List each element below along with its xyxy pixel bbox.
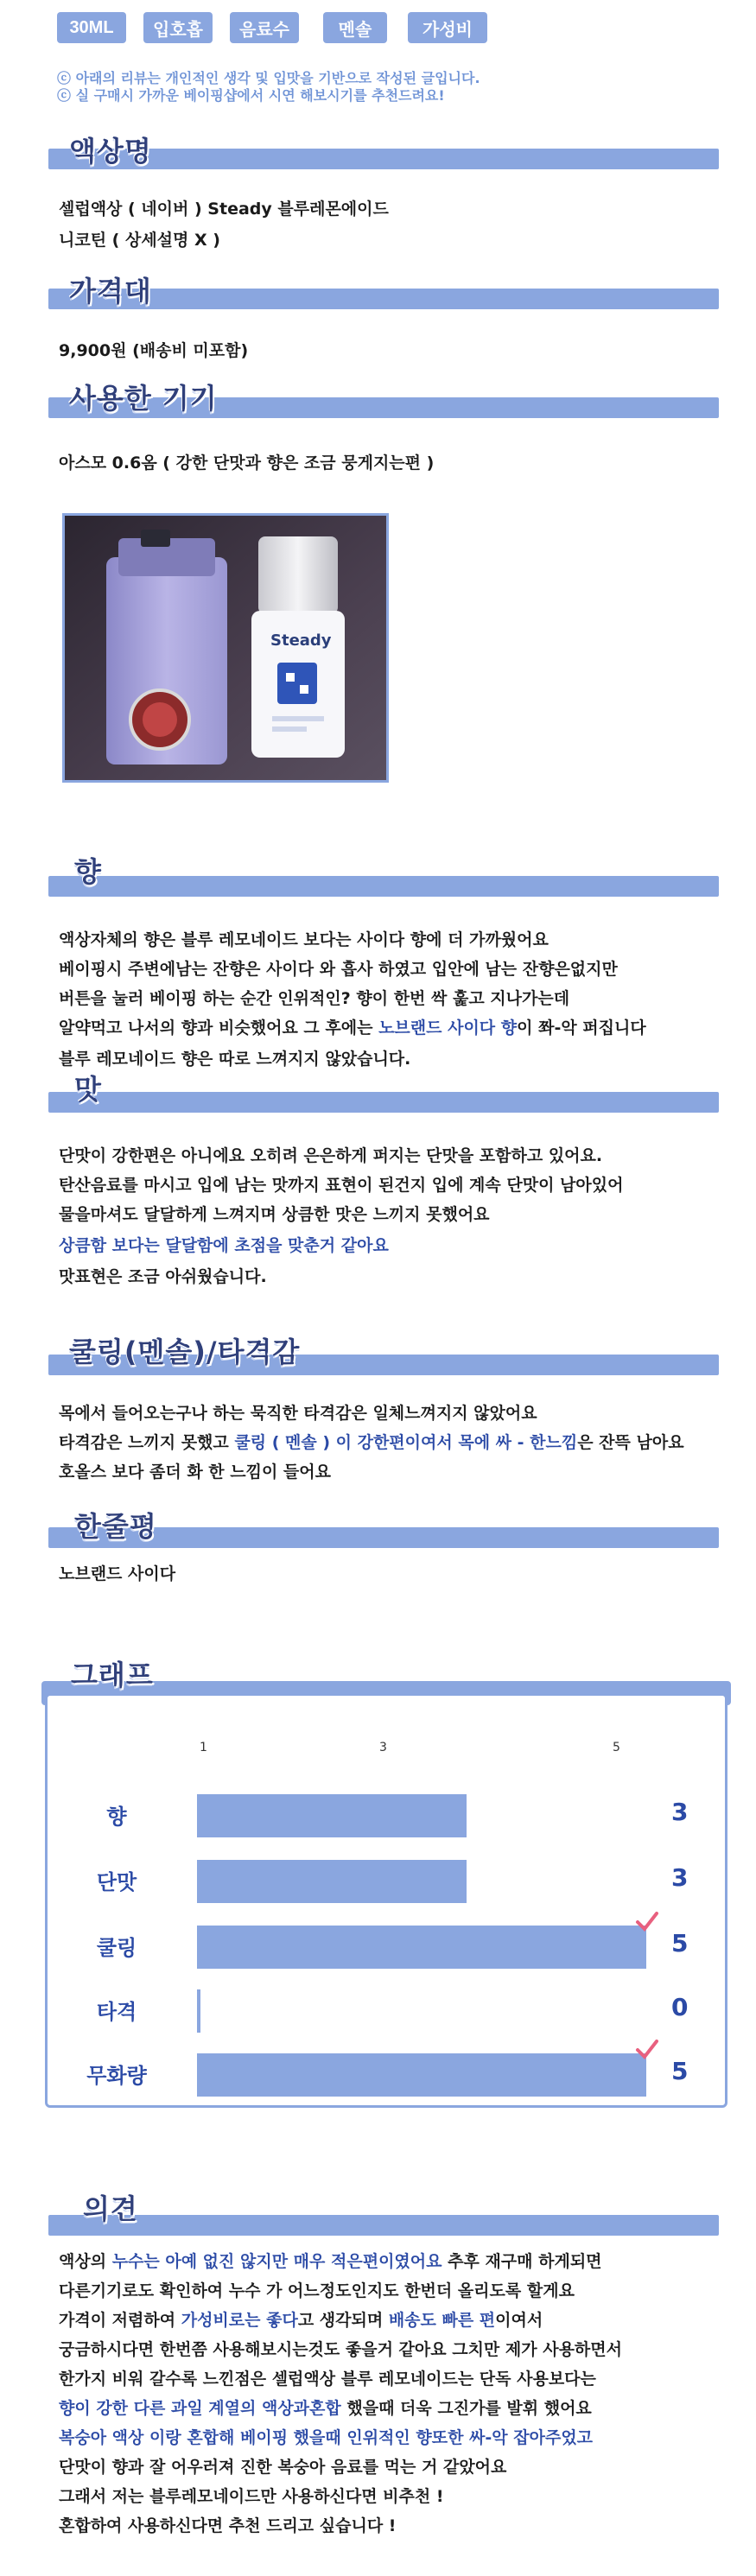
- section-bar: [48, 1092, 719, 1113]
- highlight-text: 배송도 빠른 편: [388, 2311, 496, 2330]
- highlight-text: 노브랜드 사이다 향: [378, 1018, 518, 1037]
- text-line: 셀럽액상 ( 네이버 ) Steady 블루레몬에이드: [59, 200, 389, 219]
- value-label: 3: [671, 1798, 689, 1826]
- text-line: 베이핑시 주변에남는 잔향은 사이다 와 흡사 하였고 입안에 남는 잔향은없지만: [59, 960, 618, 979]
- text-line: 혼합하여 사용하신다면 추천 드리고 싶습니다 !: [59, 2516, 397, 2535]
- text-line: 블루 레모네이드 향은 따로 느껴지지 않았습니다.: [59, 1050, 411, 1069]
- text-line: 9,900원 (배송비 미포함): [59, 341, 249, 360]
- text-span: 타격감은 느끼지 못했고: [59, 1433, 235, 1452]
- text-line: 그래서 저는 블루레모네이드만 사용하신다면 비추천 !: [59, 2487, 444, 2506]
- highlight-text: 가성비로는 좋다: [181, 2311, 298, 2330]
- text-line: 다른기기로도 확인하여 누수 가 어느정도인지도 한번더 올리도록 할게요: [59, 2281, 575, 2300]
- rating-bar: [197, 1860, 467, 1903]
- text-line: 단맛이 강한편은 아니에요 오히려 은은하게 퍼지는 단맛을 포함하고 있어요.: [59, 1146, 603, 1165]
- text-span: 추후 재구매 하게되면: [442, 2252, 602, 2271]
- chart-frame: [45, 1693, 727, 2108]
- text-span: 가격이 저렴하여: [59, 2311, 181, 2330]
- tick-label: 1: [200, 1741, 207, 1754]
- device-photo: [62, 513, 389, 783]
- text-line: 단맛이 향과 잘 어우러져 진한 복숭아 음료를 먹는 거 같았어요: [59, 2458, 507, 2477]
- text-span: 했을때 더욱 그진가를 발휘 했어요: [340, 2399, 592, 2418]
- category-label: 쿨링: [96, 1936, 137, 1960]
- text-span: 이여서: [495, 2311, 543, 2330]
- text-line: [59, 2398, 592, 2419]
- text-line: [59, 2251, 602, 2272]
- text-span: 액상의: [59, 2252, 112, 2271]
- text-line: [59, 2310, 543, 2331]
- highlight-text: 누수는 아예 없진 않지만 매우 적은편이였어요: [111, 2252, 442, 2271]
- highlight-text: 쿨링 ( 멘솔 ) 이 강한편이여서 목에 싸 - 한느낌: [234, 1433, 578, 1452]
- check-icon: [638, 2041, 657, 2057]
- highlight-text: 복숭아 액상 이랑 혼합해 베이핑 했을때 인위적인 향또한 싸-악 잡아주었고: [59, 2428, 594, 2447]
- text-line: 아스모 0.6옴 ( 강한 단맛과 향은 조금 뭉게지는편 ): [59, 454, 435, 473]
- text-line: 궁금하시다면 한번쯤 사용해보시는것도 좋을거 같아요 그치만 제가 사용하면서: [59, 2340, 622, 2359]
- rating-bar: [197, 1989, 200, 2033]
- liquid-bottle-cap: [258, 536, 338, 614]
- category-label: 향: [106, 1805, 127, 1829]
- tag-30ml[interactable]: 30ML: [57, 12, 126, 43]
- text-line: 니코틴 ( 상세설명 X ): [59, 231, 220, 250]
- section-title-taste: 맛: [74, 1073, 102, 1106]
- text-span: 알약먹고 나서의 향과 비슷했어요 그 후에는: [59, 1018, 379, 1037]
- text-line: 호올스 보다 좀더 화 한 느낌이 들어요: [59, 1462, 331, 1482]
- tag-menthol[interactable]: 멘솔: [323, 12, 387, 43]
- tag-beverage[interactable]: 음료수: [230, 12, 299, 43]
- rating-bar: [197, 1926, 646, 1969]
- text-line: 한가지 비워 갈수록 느낀점은 셀럽액상 블루 레모네이드는 단독 사용보다는: [59, 2370, 596, 2389]
- notice-line: ⓒ 아래의 리뷰는 개인적인 생각 및 입맛을 기반으로 작성된 글입니다.: [57, 70, 480, 86]
- section-title-oneline: 한줄평: [74, 1510, 157, 1543]
- text-span: 고 생각되며: [297, 2311, 389, 2330]
- text-line: [59, 1018, 646, 1038]
- tag-value[interactable]: 가성비: [408, 12, 487, 43]
- text-line: 물을마셔도 달달하게 느껴지며 상큼한 맛은 느끼지 못했어요: [59, 1205, 490, 1224]
- section-bar: [48, 876, 719, 897]
- text-span: 은 잔뜩 남아요: [577, 1433, 684, 1452]
- section-title-cooling: 쿨링(멘솔)/타격감: [69, 1336, 301, 1368]
- category-label: 무화량: [86, 2064, 147, 2088]
- text-line: [59, 1432, 684, 1453]
- tick-label: 5: [613, 1741, 620, 1754]
- category-label: 타격: [96, 2000, 137, 2024]
- text-line: 목에서 들어오는구나 하는 묵직한 타격감은 일체느껴지지 않았어요: [59, 1404, 537, 1423]
- value-label: 5: [671, 1929, 689, 1957]
- section-bar: [48, 2215, 719, 2236]
- value-label: 5: [671, 2057, 689, 2085]
- text-line: 버튼을 눌러 베이핑 하는 순간 인위적인? 향이 한번 싹 훑고 지나가는데: [59, 989, 570, 1008]
- highlight-text: 상큼함 보다는 달달함에 초점을 맞춘거 같아요: [59, 1236, 389, 1255]
- text-line: 탄산음료를 마시고 입에 남는 맛까지 표현이 된건지 입에 계속 단맛이 남아있어: [59, 1176, 624, 1195]
- bottle-brand: Steady: [270, 631, 332, 650]
- section-title-price: 가격대: [69, 275, 152, 308]
- device-photo-illustration: [65, 516, 386, 780]
- text-line: 맛표현은 조금 아쉬웠습니다.: [59, 1267, 267, 1286]
- rating-bar: [197, 1794, 467, 1837]
- check-icon: [638, 1913, 657, 1929]
- text-line: 액상자체의 향은 블루 레모네이드 보다는 사이다 향에 더 가까웠어요: [59, 930, 549, 949]
- section-title-name: 액상명: [69, 135, 152, 168]
- category-label: 단맛: [96, 1870, 137, 1894]
- section-title-device: 사용한 기기: [69, 382, 218, 415]
- notice-line: ⓒ 실 구매시 가까운 베이핑샵에서 시연 해보시기를 추천드려요!: [57, 87, 445, 104]
- text-line: 노브랜드 사이다: [59, 1564, 176, 1583]
- section-title-opinion: 의견: [83, 2192, 138, 2225]
- rating-chart: [48, 1696, 725, 2105]
- text-span: 이 쫘-악 퍼집니다: [517, 1018, 646, 1037]
- value-label: 3: [671, 1863, 689, 1892]
- section-title-graph: 그래프: [71, 1659, 154, 1691]
- tag-inhale[interactable]: 입호흡: [143, 12, 213, 43]
- section-title-aroma: 향: [74, 855, 102, 888]
- tick-label: 3: [379, 1741, 387, 1754]
- highlight-text: 향이 강한 다른 과일 계열의 액상과혼합: [59, 2399, 341, 2418]
- rating-bar: [197, 2053, 646, 2097]
- value-label: 0: [671, 1993, 689, 2021]
